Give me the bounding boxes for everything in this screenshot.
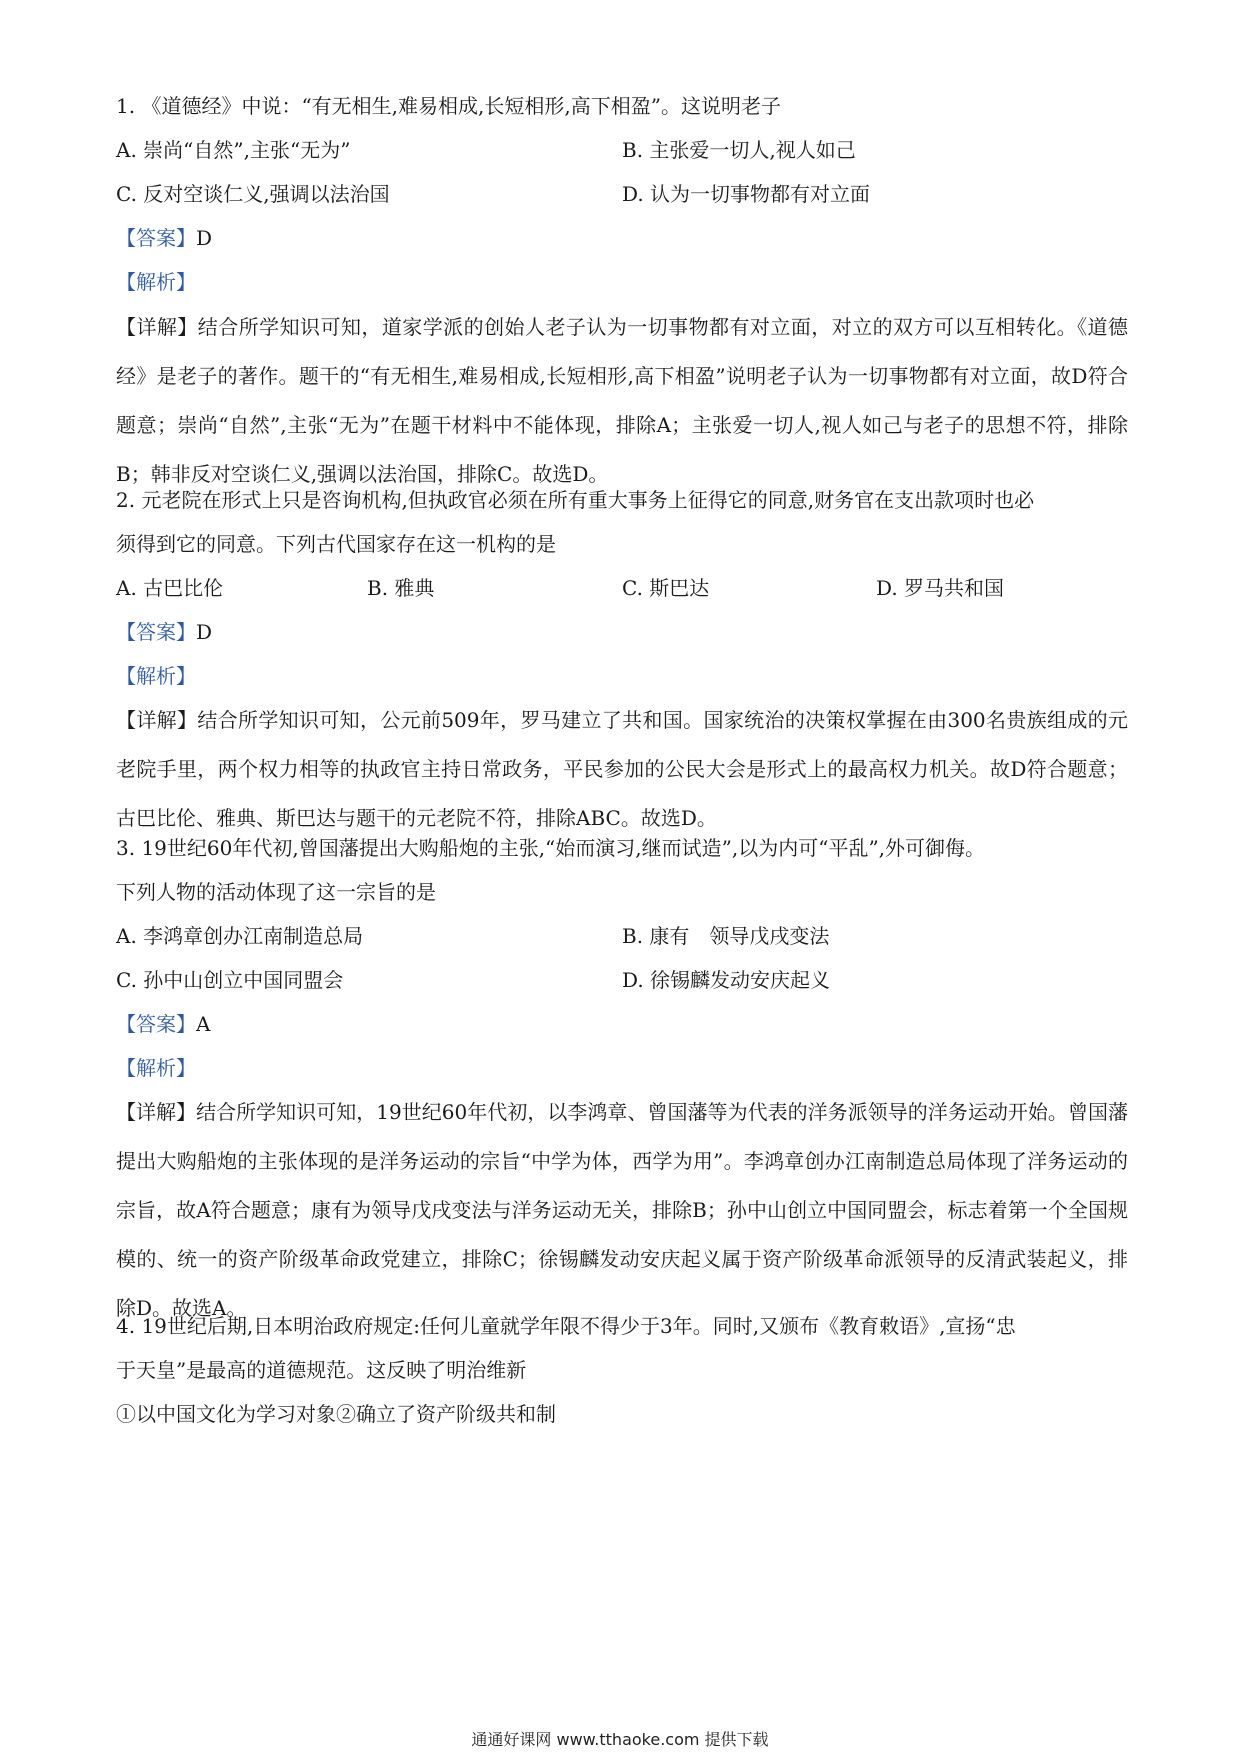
q2-stem-line-2: 须得到它的同意。下列古代国家存在这一机构的是 — [116, 532, 556, 556]
q4-stem-line-1: 4. 19世纪后期,日本明治政府规定:任何儿童就学年限不得少于3年。同时,又颁布《教育敕语》,宣扬“忠 — [116, 1314, 1016, 1338]
q3-answer — [116, 1010, 210, 1038]
answer-value: A — [196, 1012, 211, 1036]
q2-option-c: C. 斯巴达 — [622, 576, 710, 600]
q2-analysis-label: 【解析】 — [116, 664, 196, 688]
q3-option-a: A. 李鸿章创办江南制造总局 — [116, 924, 364, 948]
q1-analysis-label: 【解析】 — [116, 270, 196, 294]
q3-stem-line-2: 下列人物的活动体现了这一宗旨的是 — [116, 880, 436, 904]
q2-answer — [116, 618, 212, 646]
q1-option-c: C. 反对空谈仁义,强调以法治国 — [116, 182, 390, 206]
page-footer: 通通好课网 www.tthaoke.com 提供下载 — [471, 1730, 769, 1749]
q4-stem-line-3: ①以中国文化为学习对象②确立了资产阶级共和制 — [116, 1402, 556, 1426]
q2-stem-line-1: 2. 元老院在形式上只是咨询机构,但执政官必须在所有重大事务上征得它的同意,财务官在支出款项时也必 — [116, 488, 1035, 512]
answer-label: 【答案】 — [116, 226, 196, 250]
q1-detail: 【详解】结合所学知识可知，道家学派的创始人老子认为一切事物都有对立面，对立的双方可以互相转化。《道德经》是老子的著作。题干的“有无相生,难易相成,长短相形,高下相盈”说明老子认为一切事物都有对立面，故D符合题意；崇尚“自然”,主张“无为”在题干材料中不能体现，排除A；主张爱一切人,视人如己与老子的思想不符，排除B；韩非反对空谈仁义,强调以法治国，排除C。故选D。 — [116, 315, 1128, 486]
q1-option-a: A. 崇尚“自然”,主张“无为” — [116, 138, 351, 162]
q3-analysis-label: 【解析】 — [116, 1056, 196, 1080]
answer-value: D — [196, 620, 213, 644]
q3-detail: 【详解】结合所学知识可知，19世纪60年代初，以李鸿章、曾国藩等为代表的洋务派领导的洋务运动开始。曾国藩提出大购船炮的主张体现的是洋务运动的宗旨“中学为体，西学为用”。李鸿章创办江南制造总局体现了洋务运动的宗旨，故A符合题意；康有为领导戊戌变法与洋务运动无关，排除B；孙中山创立中国同盟会，标志着第一个全国规模的、统一的资产阶级革命政党建立，排除C；徐锡麟发动安庆起义属于资产阶级革命派领导的反清武装起义，排除D。故选A。 — [116, 1100, 1128, 1320]
q3-stem-line-1: 3. 19世纪60年代初,曾国藩提出大购船炮的主张,“始而演习,继而试造”,以为内可“平乱”,外可御侮。 — [116, 836, 986, 860]
q1-option-d: D. 认为一切事物都有对立面 — [622, 182, 871, 206]
q3-option-b: B. 康有 领导戊戌变法 — [622, 924, 830, 948]
q3-option-d: D. 徐锡麟发动安庆起义 — [622, 968, 831, 992]
q1-answer — [116, 224, 212, 252]
answer-value: D — [196, 226, 213, 250]
q2-option-d: D. 罗马共和国 — [876, 576, 1005, 600]
q1-option-b: B. 主张爱一切人,视人如己 — [622, 138, 856, 162]
answer-label: 【答案】 — [116, 620, 196, 644]
q1-stem: 1. 《道德经》中说：“有无相生,难易相成,长短相形,高下相盈”。这说明老子 — [116, 94, 781, 118]
q3-option-c: C. 孙中山创立中国同盟会 — [116, 968, 344, 992]
answer-label: 【答案】 — [116, 1012, 196, 1036]
q4-stem-line-2: 于天皇”是最高的道德规范。这反映了明治维新 — [116, 1358, 527, 1382]
q2-option-b: B. 雅典 — [367, 576, 435, 600]
q2-option-a: A. 古巴比伦 — [116, 576, 224, 600]
q2-detail: 【详解】结合所学知识可知，公元前509年，罗马建立了共和国。国家统治的决策权掌握在由300名贵族组成的元老院手里，两个权力相等的执政官主持日常政务，平民参加的公民大会是形式上的最高权力机关。故D符合题意；古巴比伦、雅典、斯巴达与题干的元老院不符，排除ABC。故选D。 — [116, 708, 1128, 830]
